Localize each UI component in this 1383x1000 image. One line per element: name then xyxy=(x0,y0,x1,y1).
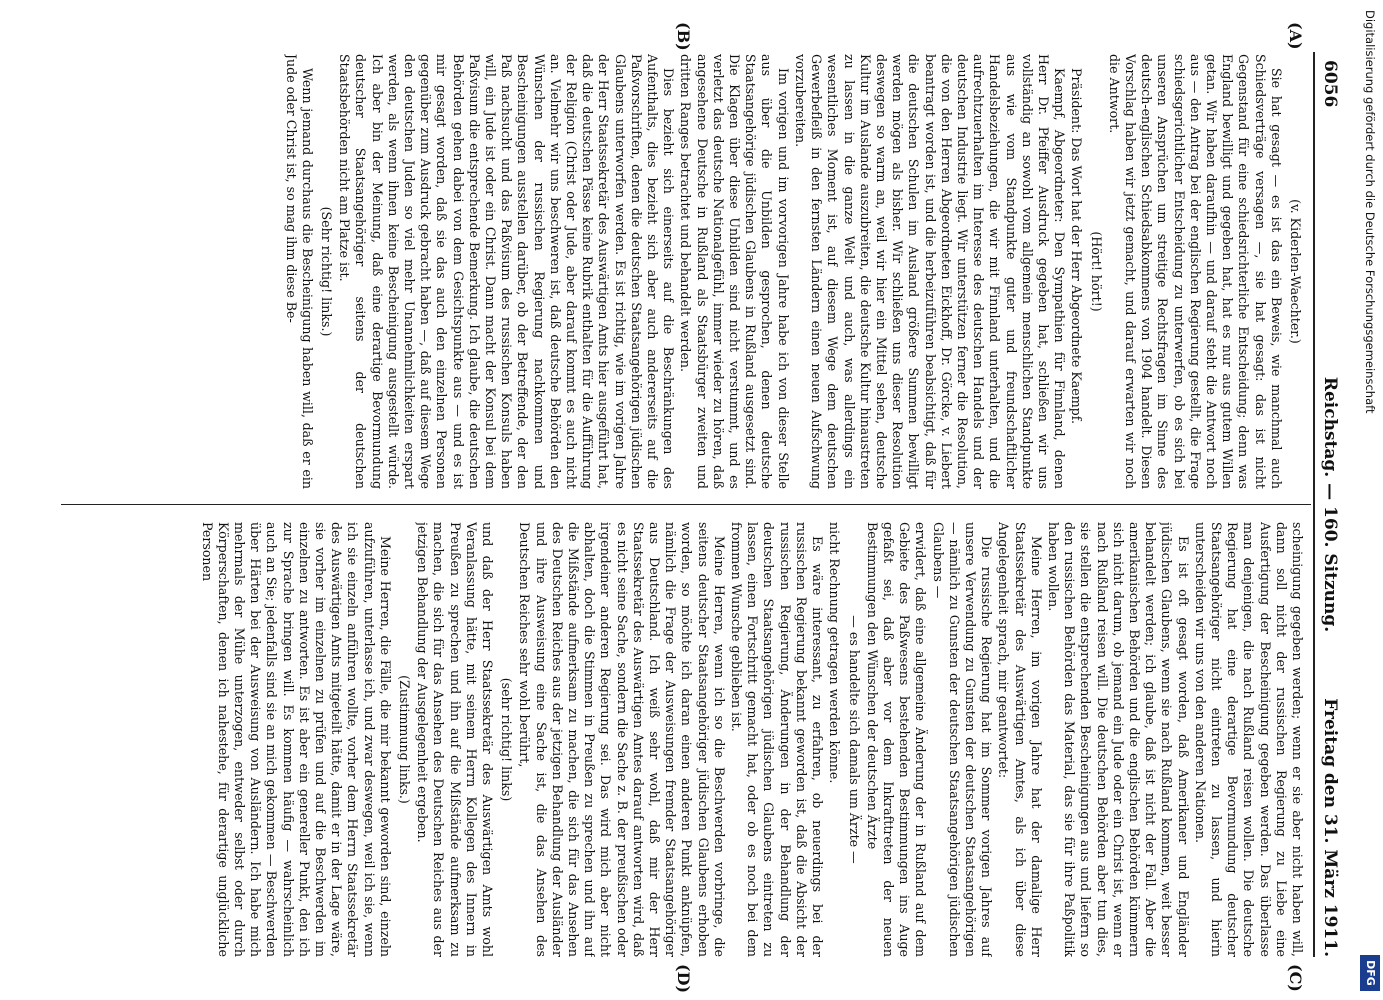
quotation: erwidert, daß eine allgemeine Änderung der in Rußland auf dem Gebiete des Paßwesens bestehenden Bestimmungen ins Auge gefaßt sei, daß aber vor dem Inkrafttreten der neuen Bestimmungen den Wünschen der deutschen Ärzte xyxy=(864,522,929,957)
paragraph: Meine Herren, im vorigen Jahre hat der damalige Herr Staatssekretär des Auswärtigen Amtes, als ich über diese Angelegenheit sprach, mir geantwortet: xyxy=(996,522,1044,957)
dfg-logo: DFG xyxy=(1360,955,1380,991)
quotation: Die russische Regierung hat im Sommer vorigen Jahres auf unsere Verwendung zu Gunsten der deutschen Staatsangehörigen — nämlich zu Gunsten der deutschen Staatsangehörigen jüdischen Glaubens — xyxy=(930,522,995,957)
funding-note: Digitalisierung gefördert durch die Deutsche Forschungsgemeinschaft xyxy=(1363,10,1377,414)
paragraph: Meine Herren, die Fälle, die mir bekannt geworden sind, einzeln aufzuführen, unterlasse ich, und zwar deswegen, weil ich sie, wenn ich sie einzeln anführen wollte, vorher dem Herrn Staatssekretär des Auswärtigen Amts mitgeteilt hätte, damit er in der Lage wäre, sie vorher im einzelnen zu prüfen und auf die Beschwerden im einzelnen zu antworten. Es ist aber ein genereller Punkt, den ich zur Sprache bringen will. Es kommen häufig — wahrscheinlich auch an Sie; jedenfalls sind sie an mich gekommen — Beschwerden über Härten bei der Ausweisung von Ausländern. Ich habe mich mehrmals der Mühe unterzogen, entweder selbst oder durch Körperschaften, denen ich nahestehe, für derartige unglückliche Personen xyxy=(199,522,393,957)
margin-marker-d: (D) xyxy=(674,964,693,994)
interjection: (Hört! hört!) xyxy=(1088,231,1104,312)
paragraph: scheinigung gegeben werden; wenn er sie aber nicht haben will, dann soll nicht der russischen Regierung zu Liebe eine Ausfertigung der Bescheinigung gegeben werden. Das überlasse man denjenigen, die nach Rußland reisen wollen. Die deutsche Regierung hat eine derartige Bevormundung deutscher Staatsangehöriger nicht eintreten zu lassen, und hierin unterscheiden wir uns von den anderen Nationen. xyxy=(1192,522,1305,957)
right-column xyxy=(65,522,1305,957)
session-title: Reichstag. — 160. Sitzung. xyxy=(1320,376,1340,633)
interjection: (Zustimmung links.) xyxy=(397,675,413,804)
digitization-footer xyxy=(1356,0,1383,1000)
header-rule xyxy=(1313,52,1315,957)
page-number: 6056 xyxy=(1320,60,1340,108)
interjection: (Sehr richtig! links.) xyxy=(319,206,335,337)
paragraph: Dies bezieht sich einerseits auf die Beschränkungen des Aufenthalts, dies bezieht sich aber auch andererseits auf die Paßvorschriften, denen die deutschen Staatsangehörigen jüdischen Glaubens unterworfen werden. Es ist richtig, wie im vorigen Jahre der Herr Staatssekretär des Auswärtigen Amts hier ausgeführt hat, daß die deutschen Pässe keine Rubrik enthalten für die Aufführung der Religion (Christ oder Jude, aber darauf kommt es auch nicht an. Vielmehr wir uns beschweren ist, daß deutsche Behörden den Wünschen der russischen Regierung nachkommen und Bescheinigungen ausstellen darüber, ob der Betreffende, der den Paß nachsucht und das Paßvisum des russischen Konsuls haben will, ein Jude ist oder ein Christ. Dann macht der Konsul bei dem Paßvisum die entsprechende Bemerkung. Ich glaube, die deutschen Behörden gehen dabei von dem Gesichtspunkte aus — und es ist mir gesagt worden, daß sie das auch den einzelnen Personen gegenüber zum Ausdruck gebracht haben —, daß auf diesem Wege den deutschen Juden so viel mehr Unannehmlichkeiten erspart werden, als wenn ihnen keine Bescheinigung ausgestellt würde. Ich aber bin der Meinung, daß eine derartige Bevormundung deutscher Staatsangehöriger seitens der deutschen Staatsbehörden nicht am Platze ist. xyxy=(337,54,677,489)
paragraph: Es wäre interessant, zu erfahren, ob neuerdings bei der russischen Regierung bekannt geworden ist, daß die Absicht der russischen Regierung, Änderungen in der Behandlung der deutschen Staatsangehörigen jüdischen Glaubens eintreten zu lassen, einen Fortschritt gemacht hat, oder ob es noch bei dem frommen Wunsche geblieben ist. xyxy=(729,522,826,957)
session-date: Freitag den 31. März 1911. xyxy=(1320,698,1340,957)
paragraph: Im vorigen und im vorvorigen Jahre habe ich von dieser Stelle aus über die Unbilden gesprochen, denen deutsche Staatsangehörige jüdischen Glaubens in Rußland ausgesetzt sind. Die Klagen über diese Unbilden sind nicht verstummt, und es verletzt das deutsche Nationalgefühl, immer wieder zu hören, daß angesehene Deutsche in Rußland als Staatsbürger zweiten und dritten Ranges betrachtet und behandelt werden. xyxy=(678,54,791,489)
paragraph: Sie hat gesagt — es ist das ein Beweis, wie manchmal auch Schiedsverträge versagen —, sie hat gesagt: das ist nicht Gegenstand für eine schiedsrichterliche Entscheidung; denn was England bewilligt und gegeben hat, hat es nur aus gutem Willen getan. Wir haben daraufhin — und darauf steht die Antwort noch aus — den Antrag bei der englischen Regierung gestellt, die Frage schiedsgerichtlicher Entscheidung zu unterwerfen, ob es sich bei unseren Ansprüchen um streitige Rechtsfragen im Sinne des deutsch-englischen Schiedsabkommens von 1904 handelt. Diesen Vorschlag haben wir jetzt gemacht, und darauf erwarten wir noch die Antwort. xyxy=(1106,54,1284,489)
left-column xyxy=(65,54,1305,489)
column-divider xyxy=(61,504,1311,505)
paragraph: Wenn jemand durchaus die Bescheinigung haben will, daß er ein Jude oder Christ ist, so mag ihm diese Be- xyxy=(283,54,315,489)
speaker-continuation: (v. Kiderlen-Waechter.) xyxy=(1288,199,1303,344)
page-header xyxy=(1317,52,1343,957)
paragraph: Präsident: Das Wort hat der Herr Abgeordnete Kaempf. xyxy=(1069,68,1085,424)
margin-marker-b: (B) xyxy=(674,22,693,51)
interjection: (sehr richtig! links) xyxy=(499,677,515,802)
paragraph: Meine Herren, wenn ich so die Beschwerden vorbringe, die seitens deutscher Staatsangehöriger jüdischen Glaubens erhoben worden, so möchte ich daran einen anderen Punkt anknüpfen, nämlich die Frage der Ausweisungen fremder Staatsangehöriger aus Deutschland. Ich weiß sehr wohl, daß mir der Herr Staatssekretär des Auswärtigen Amtes darauf antworten wird, daß es nicht seine Sache, sondern die Sache z. B. der preußischen oder irgendeiner anderen Regierung sei. Das wird mich aber nicht abhalten, doch die Stimmen in Preußen zu sprechen und ihn auf die Mißstände aufmerksam zu machen, die sich für das Ansehen des Deutschen Reiches aus der jetzigen Behandlung der Ausländer und ihre Ausweisung eine Sache ist, die das Ansehen des Deutschen Reiches sehr wohl berührt, xyxy=(517,522,727,957)
margin-marker-a: (A) xyxy=(1286,22,1305,50)
page xyxy=(43,52,1343,957)
margin-marker-c: (C) xyxy=(1286,964,1305,992)
quotation: nicht Rechnung getragen werden könne. xyxy=(827,522,843,784)
paragraph: Es ist oft gesagt worden, daß Amerikaner und Engländer jüdischen Glaubens, wenn sie nach Rußland kommen, weit besser behandelt werden; ich glaube, daß ist nicht der Fall. Aber die amerikanischen Behörden und die englischen Behörden kümmern sich nicht darum, ob jemand ein Jude oder ein Christ ist, wenn er nach Rußland reisen will. Die deutschen Behörden aber tun dies, sie stellen die entsprechenden Bescheinigungen aus und liefern so den russischen Behörden das Material, das sie für ihre Paßpolitik haben wollen. xyxy=(1045,522,1191,957)
aside: — es handelte sich damals um Ärzte — xyxy=(846,615,862,864)
paragraph: und daß der Herr Staatssekretär des Auswärtigen Amts wohl Veranlassung hätte, mit seinem Herrn Kollegen des Innern in Preußen zu sprechen und ihn auf die Mißstände aufmerksam zu machen, die sich für das Ansehen des Deutschen Reiches aus der jetzigen Behandlung der Ausgelegenheit ergeben. xyxy=(415,522,496,957)
paragraph: Kaempf, Abgeordneter: Den Sympathien für Finnland, denen Herr Dr. Pfeiffer Ausdruck gegeben hat, schließen wir uns vollständig an sowohl vom allgemein menschlichen Standpunkte aus wie vom Standpunkte guter und freundschaftlicher Handelsbeziehungen, die wir mit Finnland unterhalten, und die aufrechtzuerhalten im Interesse des deutschen Handels und der deutschen Industrie liegt. Wir unterstützen ferner die Resolution, die von den Herren Abgeordneten Eickhoff, Dr. Görcke, v. Liebert beantragt worden ist, und die herbeizuführen beabsichtigt, daß für die deutschen Schulen im Ausland größere Summen bewilligt werden mögen als bisher. Wir schließen uns dieser Resolution deswegen so warm an, weil wir hier ein Mittel sehen, deutsche Kultur im Auslande auszubreiten, die deutsche Kultur hinaustreten zu lassen in die ganze Welt und auch, was allerdings ein wesentliches Moment ist, auf diesem Wege dem deutschen Gewerbefleiß in den fernsten Ländern einen neuen Aufschwung vorzubereiten. xyxy=(792,54,1068,489)
